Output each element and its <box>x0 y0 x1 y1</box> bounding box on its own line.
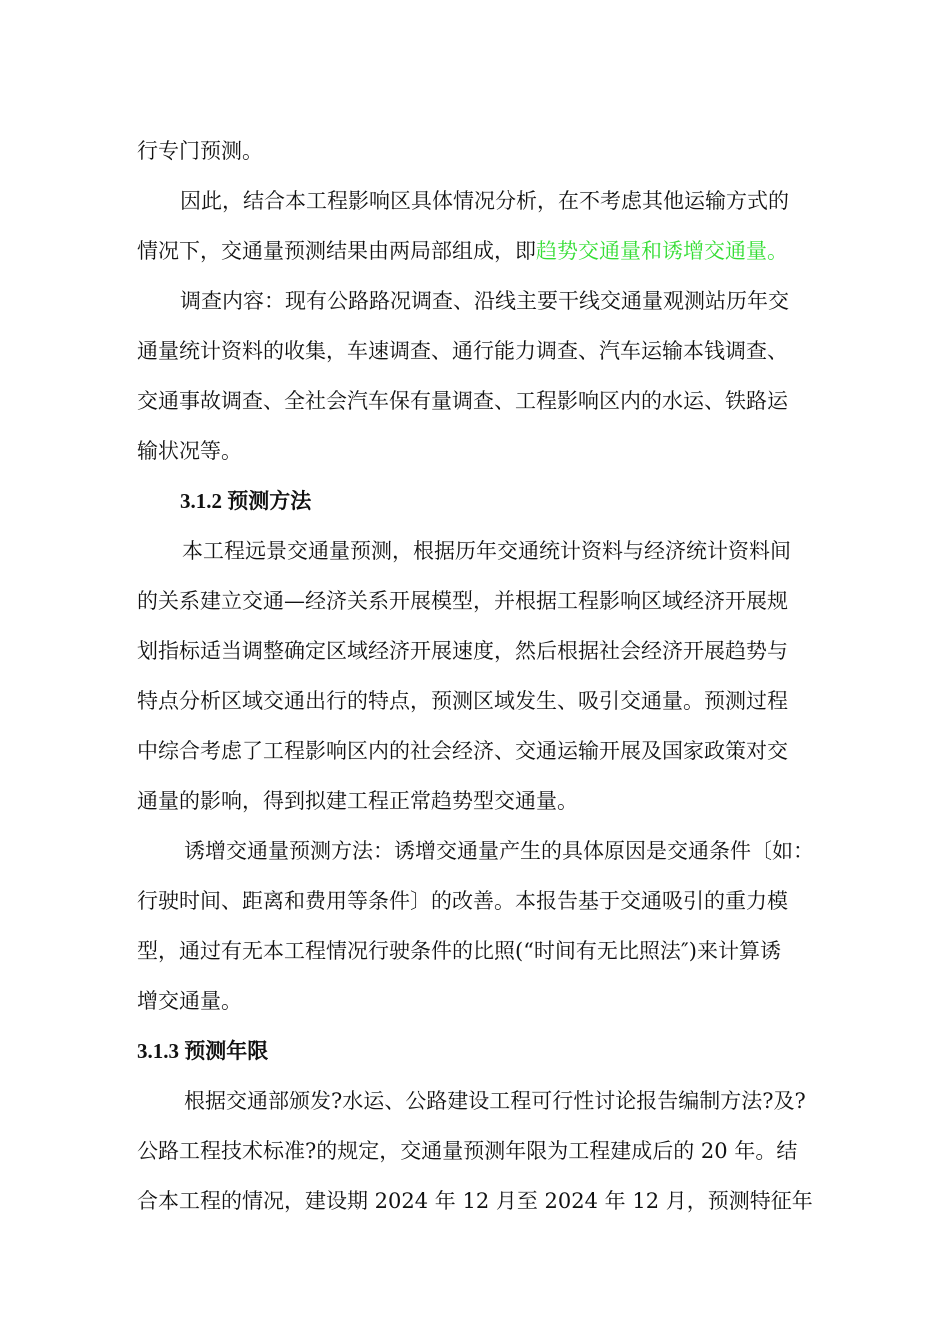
paragraph-line: 调查内容：现有公路路况调查、沿线主要干线交通量观测站历年交 <box>180 289 789 313</box>
paragraph-line: 合本工程的情况，建设期 2024 年 12 月至 2024 年 12 月，预测特征年 <box>137 1189 813 1213</box>
paragraph-line <box>137 236 788 266</box>
paragraph-line: 划指标适当调整确定区域经济开展速度，然后根据社会经济开展趋势与 <box>137 639 788 663</box>
paragraph-line: 本工程远景交通量预测，根据历年交通统计资料与经济统计资料间 <box>182 539 791 563</box>
paragraph-line: 根据交通部颁发?水运、公路建设工程可行性讨论报告编制方法?及? <box>184 1089 806 1113</box>
paragraph-line: 的关系建立交通—经济关系开展模型，并根据工程影响区域经济开展规 <box>137 589 788 613</box>
paragraph-line: 通量统计资料的收集，车速调查、通行能力调查、汽车运输本钱调查、 <box>137 339 788 363</box>
highlighted-text: 趋势交通量和诱增交通量。 <box>536 239 788 263</box>
paragraph-line: 因此，结合本工程影响区具体情况分析，在不考虑其他运输方式的 <box>180 189 789 213</box>
paragraph-line: 通量的影响，得到拟建工程正常趋势型交通量。 <box>137 789 578 813</box>
section-heading: 3.1.2 预测方法 <box>180 489 312 513</box>
paragraph-line: 输状况等。 <box>137 439 242 463</box>
paragraph-line: 行驶时间、距离和费用等条件〕的改善。本报告基于交通吸引的重力模 <box>137 889 788 913</box>
paragraph-line: 诱增交通量预测方法：诱增交通量产生的具体原因是交通条件〔如： <box>184 839 814 863</box>
text-run: 情况下，交通量预测结果由两局部组成，即 <box>137 239 536 263</box>
paragraph-line: 行专门预测。 <box>137 139 263 163</box>
paragraph-line: 中综合考虑了工程影响区内的社会经济、交通运输开展及国家政策对交 <box>137 739 788 763</box>
paragraph-line: 增交通量。 <box>137 989 242 1013</box>
paragraph-line: 公路工程技术标准?的规定，交通量预测年限为工程建成后的 20 年。结 <box>137 1139 798 1163</box>
paragraph-line: 交通事故调查、全社会汽车保有量调查、工程影响区内的水运、铁路运 <box>137 389 788 413</box>
paragraph-line: 特点分析区域交通出行的特点，预测区域发生、吸引交通量。预测过程 <box>137 689 788 713</box>
paragraph-line: 型，通过有无本工程情况行驶条件的比照(“时间有无比照法″)来计算诱 <box>137 939 781 963</box>
section-heading: 3.1.3 预测年限 <box>137 1039 269 1063</box>
